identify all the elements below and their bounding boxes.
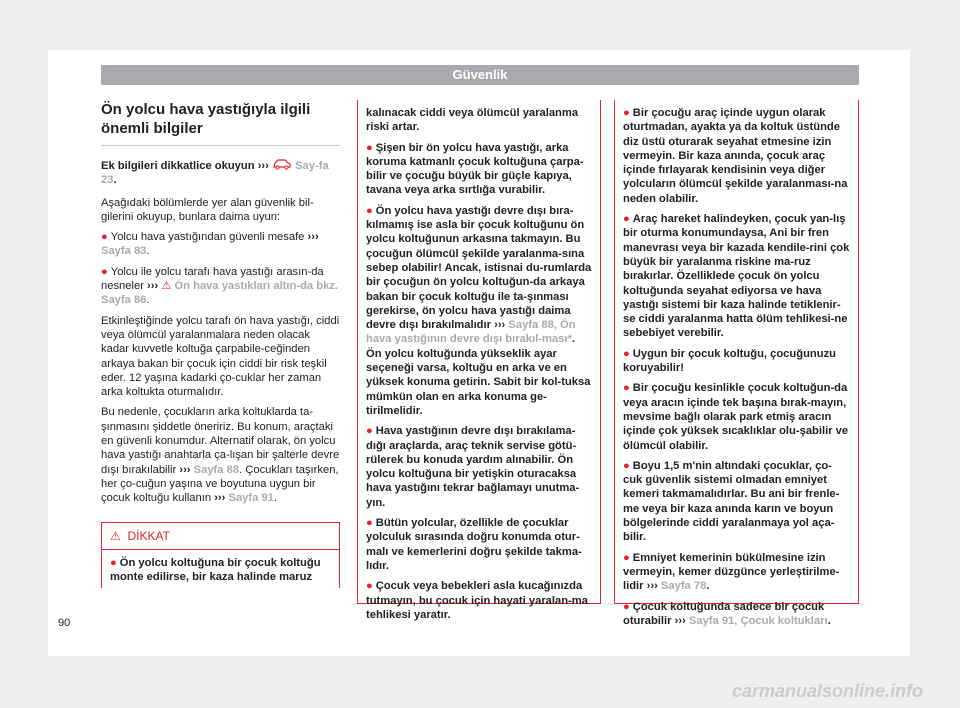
chevron-triple-icon: ››› [147, 280, 159, 293]
paragraph: Aşağıdaki bölümlerde yer alan güvenlik bil-gilerini okuyup, bunlara daima uyun: [101, 196, 314, 223]
list-item: ● Hava yastığının devre dışı bırakılama-dığı araçlarda, araç teknik servise götü-rülerek bu konuda yardım alınabilir. Ön yolcu koltuğuna bir yetişkin oturacaksa hava yastığını tekrar bağlamayı unutma-yın. [366, 425, 580, 509]
chapter-header: Güvenlik [101, 65, 859, 85]
bullet-icon: ● [101, 231, 108, 244]
bullet-icon: ● [110, 556, 117, 569]
list-item: ● Yolcu ile yolcu tarafı hava yastığı arasın-da nesneler ››› ⚠ Ön hava yastıkları altın-da bkz. Sayfa 86. [101, 265, 338, 307]
list-item: ● Boyu 1,5 m'nin altındaki çocuklar, ço-cuk güvenlik sistemi olmadan emniyet kemeri takmamalıdırlar. Bu ani bir frenle-me veya bir kaza anında karın ve boyun bölgelerinde ciddi yaralanmaya yol aça-bilir. [623, 459, 840, 544]
warning-label: DİKKAT [127, 528, 170, 543]
list-item: ● Şişen bir ön yolcu hava yastığı, arka koruma katmanlı çocuk koltuğuna çarpa-bilir ve çocuğu büyük bir güçle kapıya, tavana veya arka sırtlığa vurabilir. [366, 141, 584, 197]
bullet-icon: ● [366, 517, 373, 530]
chevron-triple-icon: ››› [494, 319, 506, 332]
page-link[interactable]: Say-fa 23 [101, 160, 329, 187]
bullet-icon: ● [366, 141, 373, 154]
list-item: ● Uygun bir çocuk koltuğu, çocuğunuzu koruyabilir! [623, 347, 837, 375]
paragraph: Bu nedenle, çocukların arka koltuklarda ta-şınmasını şiddetle öneririz. Bu konum, araçtaki en güvenli konumdur. Alternatif olarak, ön yolcu hava yastığı anahtarla ça-lışan bir şalterle devre dışı bırakılabilir ››› Sayfa 88. Çocukları taşırken, her ço-cuğun yaşına ve boyutuna uygun bir çocuk koltuğu kullanın ››› Sayfa 91. [101, 406, 340, 505]
bullet-icon: ● [623, 551, 630, 564]
paragraph: kalınacak ciddi veya ölümcül yaralanma riski artar. [366, 107, 579, 134]
list-item: ● Yolcu hava yastığından güvenli mesafe ››› Sayfa 83. [101, 231, 319, 258]
chevron-triple-icon: ››› [674, 614, 686, 627]
list-item: ● Ön yolcu hava yastığı devre dışı bıra-kılmamış ise asla bir çocuk koltuğunu ön yolcu koltuğunun arkasına takmayın. Bu çocuğun ölümcül şekilde yaralanma-sına sebep olabilir! Ancak, istisnai du-rumlarda bir çocuğun ön yolcu koltuğun-da arkaya bakan bir çocuk koltuğu ile ta-şınması gerekirse, ön yolcu hava yastığı daima devre dışı bırakılmalıdır ››› Sayfa 88, Ön hava yastığının devre dışı bırakıl-ması*. Ön yolcu koltuğunda yükseklik ayar seçeneği varsa, koltuğu en arka ve en yüksek konuma getirin. Sabit bir kol-tuksa mümkün olan en arka konuma ge-tirilmelidir. [366, 204, 592, 417]
page-link[interactable]: Sayfa 91 [228, 492, 274, 505]
bullet-icon: ● [623, 213, 630, 226]
warning-box-body: ● Ön yolcu koltuğuna bir çocuk koltuğu monte edilirse, bir kaza halinde maruz [110, 556, 321, 583]
bullet-icon: ● [366, 425, 373, 438]
list-item: ● Bütün yolcular, özellikle de çocuklar yolculuk sırasında doğru konumda otur-malı ve kemerlerini doğru şekilde takma-lıdır. [366, 517, 582, 572]
warning-box [101, 522, 340, 589]
page-link[interactable]: Sayfa 83 [101, 245, 147, 258]
page-link[interactable]: Sayfa 88, Ön hava yastığının devre dışı bırakıl-ması* [366, 319, 576, 346]
chevron-triple-icon: ››› [307, 231, 319, 244]
page-link[interactable]: Sayfa 78 [660, 580, 707, 593]
page-link[interactable]: Sayfa 88 [193, 463, 240, 476]
page-link[interactable]: Ön hava yastıkları altın-da bkz. Sayfa 86 [101, 280, 338, 307]
list-item: ● Emniyet kemerinin bükülmesine izin vermeyin, kemer düzgünce yerleştirilme-lidir ››› Sayfa 78. [623, 551, 840, 593]
bullet-icon: ● [366, 580, 373, 593]
bullet-icon: ● [101, 265, 108, 278]
chevron-triple-icon: ››› [179, 463, 191, 476]
chevron-triple-icon: ››› [214, 492, 226, 505]
warning-continuation-column-2 [357, 100, 601, 621]
list-item: ● Araç hareket halindeyken, çocuk yan-lış bir oturma konumundaysa, Ani bir fren manevrası veya bir kazada kendile-rini çok büyük bir yaralanma riskine ma-ruz bırakırlar. Özelliklede çocuk ön yolcu koltuğunda seyahat ediyorsa ve hava yastığı sistemi bir kaza halinde tetiklenir-se ciddi yaralanma hatta ölüm tehlikesi-ne sebebiyet verebilir. [623, 213, 850, 340]
watermark: carmanualsonline.info [732, 681, 924, 701]
warning-box-header [102, 523, 339, 550]
bullet-icon: ● [623, 382, 630, 395]
bullet-icon: ● [623, 459, 630, 472]
bullet-icon: ● [366, 204, 373, 217]
list-item: ● Bir çocuğu araç içinde uygun olarak oturtmadan, ayakta ya da koltuk üstünde diz üstü oturarak seyahat etmesine izin vermeyin. Bir kaza anında, çocuk araç içinde fırlayarak kendisinin veya diğer yolcuların ölümcül şekilde yaralanması-na neden olabilir. [623, 107, 848, 205]
paragraph: Etkinleştiğinde yolcu tarafı ön hava yastığı, ciddi veya ölümcül yaralanmalara neden olacak kadar kuvvetle koltuğa çarpabile-ceğinden arkaya bakan bir çocuk için ciddi bir risk teşkil eder. 12 yaşına kadarki ço-cuklar her zaman arka koltukta oturmalıdır. [101, 314, 340, 399]
section-title: Ön yolcu hava yastığıyla ilgili önemli bilgiler [101, 100, 340, 146]
warning-triangle-icon: ⚠ [161, 280, 172, 293]
chevron-triple-icon: ››› [646, 580, 658, 593]
list-item: ● Çocuk koltuğunda sadece bir çocuk oturabilir ››› Sayfa 91, Çocuk koltukları. [623, 600, 831, 627]
page-link[interactable]: Sayfa 91, Çocuk koltukları [688, 614, 828, 627]
bullet-icon: ● [623, 347, 630, 360]
list-item: ● Bir çocuğu kesinlikle çocuk koltuğun-da veya aracın içinde tek başına bırak-mayın, mevsime bağlı olarak park etmiş aracın içinde çok yüksek sıcaklıklar olu-şabilir ve ölümcül olabilir. [623, 382, 849, 452]
list-item: ● Çocuk veya bebekleri asla kucağınızda tutmayın, bu çocuk için hayati yaralan-ma tehlikesi yaratır. [366, 580, 588, 621]
bullet-icon: ● [623, 107, 630, 119]
page-number: 90 [58, 617, 71, 629]
car-icon [272, 158, 292, 170]
column-1 [101, 100, 340, 588]
warning-continuation-column-3 [614, 100, 859, 627]
bullet-icon: ● [623, 600, 630, 613]
warning-triangle-icon: ⚠ [110, 528, 121, 543]
intro-paragraph: Ek bilgileri dikkatlice okuyun ››› Say-fa 23. [101, 160, 329, 187]
chevron-triple-icon: ››› [257, 160, 269, 172]
